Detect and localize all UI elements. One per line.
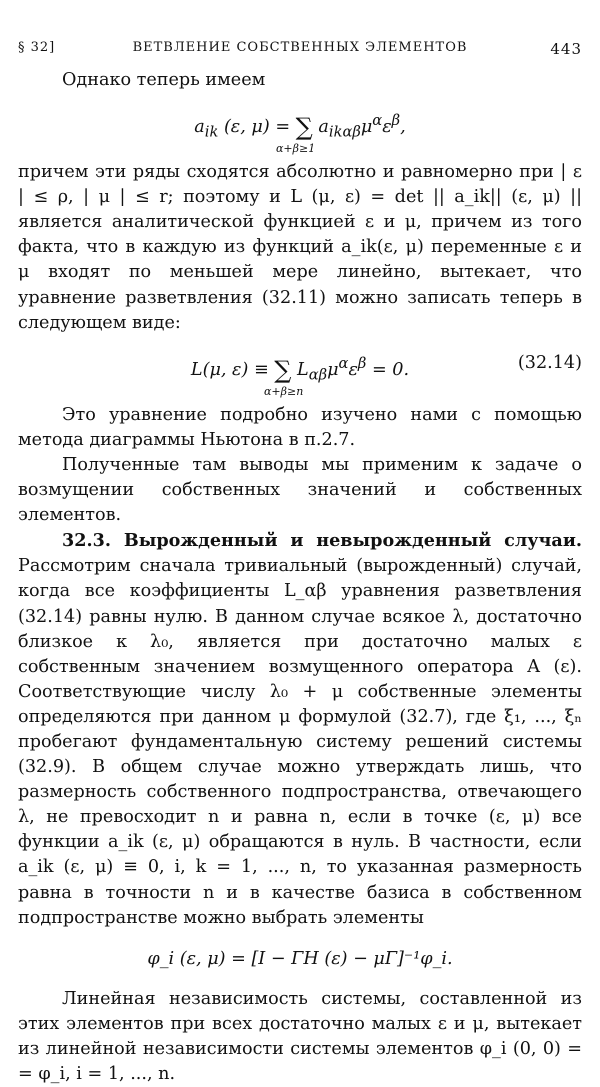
formula1-sum-limits: α+β≥1 <box>276 142 316 156</box>
formula1-exp-beta: β <box>391 112 401 130</box>
formula-aik-expansion <box>18 100 582 156</box>
formula3-text: φ_i (ε, μ) = [I − ΓH (ε) − μΓ]⁻¹φ_i. <box>147 948 453 969</box>
body-text <box>18 68 582 1087</box>
formula1-eps: ε <box>382 116 392 137</box>
formula2-sum-limits: α+β≥n <box>264 384 304 398</box>
page-number: 443 <box>550 40 582 58</box>
formula1-left-args: (ε, μ) = <box>223 116 291 137</box>
formula-phi-elements <box>18 943 582 979</box>
paragraph-1: причем эти ряды сходятся абсолютно и равномерно при | ε | ≤ ρ, | μ | ≤ r; поэтому и L (μ, ε) = det || a_ik|| (ε, μ) || является аналитической функцией ε и μ, причем из того факта, что в каждую из функций a_ik(ε, μ) переменные ε и μ входят по меньшей мере линейно, вытекает, что уравнение разветвления (32.11) можно записать теперь в следующем виде: <box>18 162 582 333</box>
paragraph-4: Рассмотрим сначала тривиальный (вырожденный) случай, когда все коэффициенты L_αβ уравнения разветвления (32.14) равны нулю. В данном случае всякое λ, достаточно близкое к λ₀, является при достаточно малых ε собственным значением возмущенного оператора A (ε). Соответствующие числу λ₀ + μ собственные элементы определяются при данном μ формулой (32.7), где ξ₁, ..., ξₙ пробегают фундаментальную систему решений системы (32.9). В общем случае можно утверждать лишь, что размерность собственного подпространства, отвечающего λ, не превосходит n и равна n, если в точке (ε, μ) все функции a_ik (ε, μ) обращаются в нуль. В частности, если a_ik (ε, μ) ≡ 0, i, k = 1, ..., n, то указанная размерность равна в точности n и в качестве базиса в собственном подпространстве можно выбрать элементы <box>18 556 582 928</box>
formula2-eps: ε <box>348 359 358 380</box>
formula2-exp-beta: β <box>357 354 367 372</box>
paragraph-2: Это уравнение подробно изучено нами с помощью метода диаграммы Ньютона в п.2.7. <box>18 404 582 450</box>
section-paragraph <box>18 528 582 931</box>
intro-line: Однако теперь имеем <box>62 70 266 90</box>
formula2-exp-alpha: α <box>338 354 349 372</box>
formula-branching-equation <box>18 343 582 398</box>
formula2-term: L <box>297 359 309 380</box>
formula1-exp-alpha: α <box>372 112 383 130</box>
formula1-left: a <box>194 116 205 137</box>
formula2-term-sub: αβ <box>308 366 328 384</box>
formula1-term: a <box>318 116 329 137</box>
header-section: § 32] <box>18 40 56 55</box>
section-heading: 32.3. Вырожденный и невырожденный случаи. <box>62 530 582 552</box>
formula1-left-sub: ik <box>204 123 219 141</box>
paragraph-5: Линейная независимость системы, составленной из этих элементов при всех достаточно малых ε и μ, вытекает из линейной независимости системы элементов φ_i (0, 0) = = φ_i, i = 1, ..., n. <box>18 988 582 1084</box>
header-title: ВЕТВЛЕНИЕ СОБСТВЕННЫХ ЭЛЕМЕНТОВ <box>132 40 468 55</box>
equation-number: (32.14) <box>517 352 582 373</box>
formula1-mu: μ <box>360 116 373 137</box>
sum-sign: ∑ <box>295 112 313 141</box>
paragraph-3: Полученные там выводы мы применим к задаче о возмущении собственных значений и собственных элементов. <box>18 454 582 526</box>
formula1-term-sub: ikαβ <box>328 123 361 141</box>
formula2-left: L(μ, ε) ≡ <box>190 359 269 380</box>
running-header <box>18 40 582 62</box>
formula2-tail: = 0. <box>371 359 410 380</box>
formula1-tail: , <box>400 116 406 137</box>
sum-sign: ∑ <box>274 355 292 384</box>
formula2-mu: μ <box>327 359 339 380</box>
